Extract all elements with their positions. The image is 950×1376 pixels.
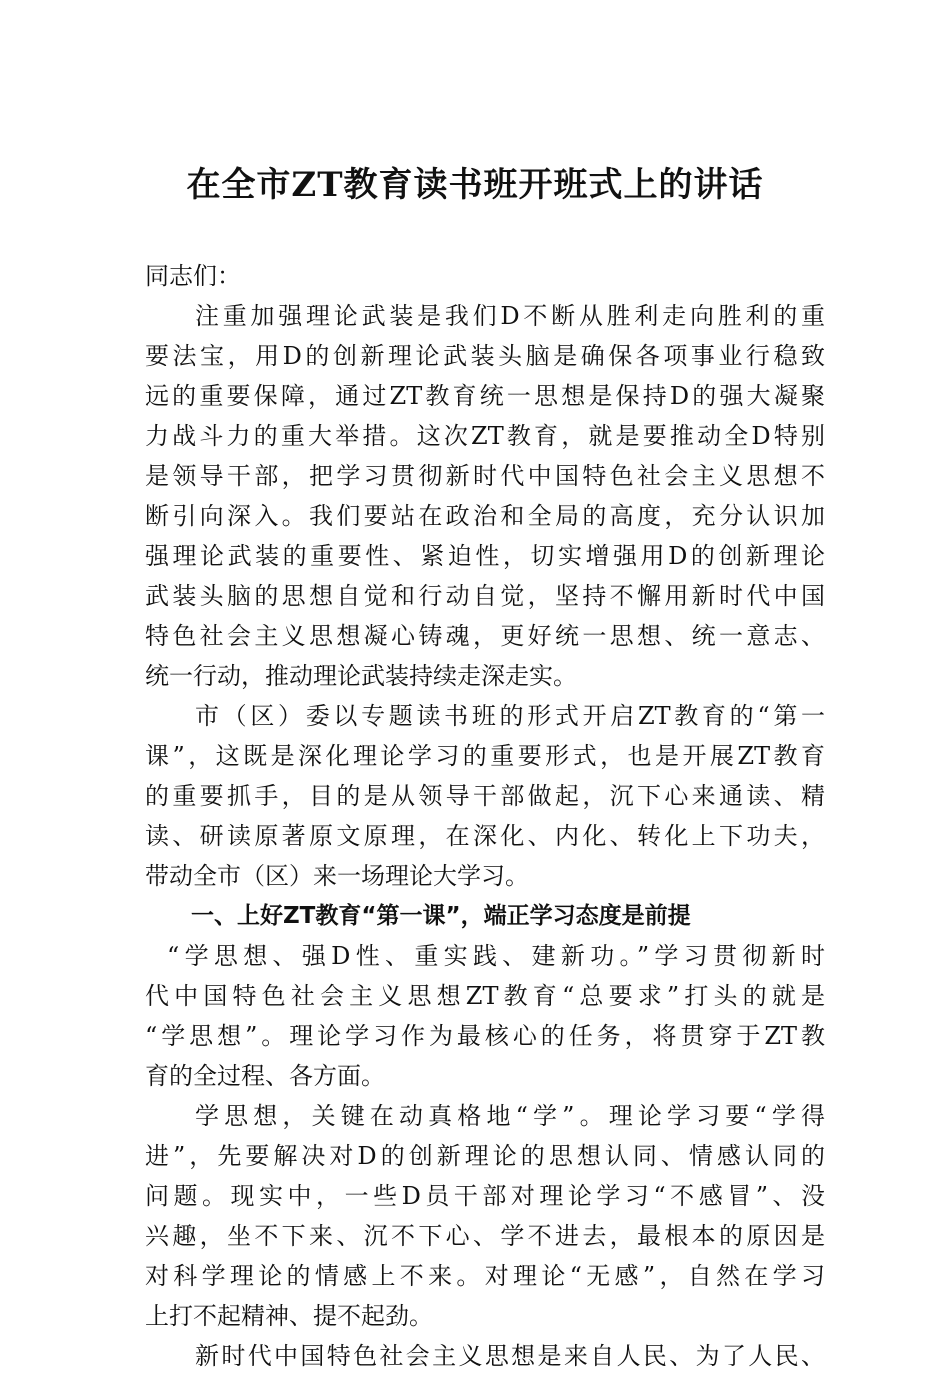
paragraph-1-line: 武装头脑的思想自觉和行动自觉，坚持不懈用新时代中国 — [145, 582, 825, 610]
paragraph-1-line: 远的重要保障，通过ZT教育统一思想是保持D的强大凝聚 — [145, 382, 825, 410]
paragraph-4-line: 兴趣，坐不下来、沉不下心、学不进去，最根本的原因是 — [145, 1222, 825, 1250]
section-heading: 一、上好ZT教育“第一课”，端正学习态度是前提 — [191, 903, 691, 929]
paragraph-1-line: 断引向深入。我们要站在政治和全局的高度，充分认识加 — [145, 502, 825, 530]
paragraph-3-line: “学思想、强D性、重实践、建新功。”学习贯彻新时 — [167, 942, 825, 970]
document-body — [145, 256, 825, 1376]
paragraph-2-line: 读、研读原著原文原理，在深化、内化、转化上下功夫， — [145, 822, 825, 850]
paragraph-2-line: 的重要抓手，目的是从领导干部做起，沉下心来通读、精 — [145, 782, 825, 810]
paragraph-4-line: 学思想，关键在动真格地“学”。理论学习要“学得 — [195, 1102, 825, 1130]
paragraph-1-line: 强理论武装的重要性、紧迫性，切实增强用D的创新理论 — [145, 542, 825, 570]
paragraph-4-line: 进”，先要解决对D的创新理论的思想认同、情感认同的 — [145, 1142, 825, 1170]
paragraph-4-line: 上打不起精神、提不起劲。 — [145, 1302, 433, 1330]
paragraph-1-line: 特色社会主义思想凝心铸魂，更好统一思想、统一意志、 — [145, 622, 825, 650]
document-title: 在全市ZT教育读书班开班式上的讲话 — [186, 165, 764, 205]
paragraph-4-line: 对科学理论的情感上不来。对理论“无感”，自然在学习 — [145, 1262, 825, 1290]
paragraph-1-line: 要法宝，用D的创新理论武装头脑是确保各项事业行稳致 — [145, 342, 825, 370]
paragraph-5-line: 新时代中国特色社会主义思想是来自人民、为了人民、 — [195, 1342, 825, 1370]
paragraph-1-line: 统一行动，推动理论武装持续走深走实。 — [145, 662, 577, 690]
paragraph-3-line: 代中国特色社会主义思想ZT教育“总要求”打头的就是 — [145, 982, 825, 1010]
paragraph-1-line: 注重加强理论武装是我们D不断从胜利走向胜利的重 — [195, 302, 825, 330]
paragraph-2-line: 带动全市（区）来一场理论大学习。 — [145, 862, 529, 890]
paragraph-3-line: 育的全过程、各方面。 — [145, 1062, 385, 1090]
paragraph-2-line: 课”，这既是深化理论学习的重要形式，也是开展ZT教育 — [145, 742, 825, 770]
paragraph-2-line: 市（区）委以专题读书班的形式开启ZT教育的“第一 — [195, 702, 825, 730]
paragraph-1-line: 是领导干部，把学习贯彻新时代中国特色社会主义思想不 — [145, 462, 825, 490]
paragraph-1-line: 力战斗力的重大举措。这次ZT教育，就是要推动全D特别 — [145, 422, 825, 450]
paragraph-3-line: “学思想”。理论学习作为最核心的任务，将贯穿于ZT教 — [145, 1022, 825, 1050]
paragraph-4-line: 问题。现实中，一些D员干部对理论学习“不感冒”、没 — [145, 1182, 825, 1210]
salutation: 同志们： — [145, 262, 241, 290]
